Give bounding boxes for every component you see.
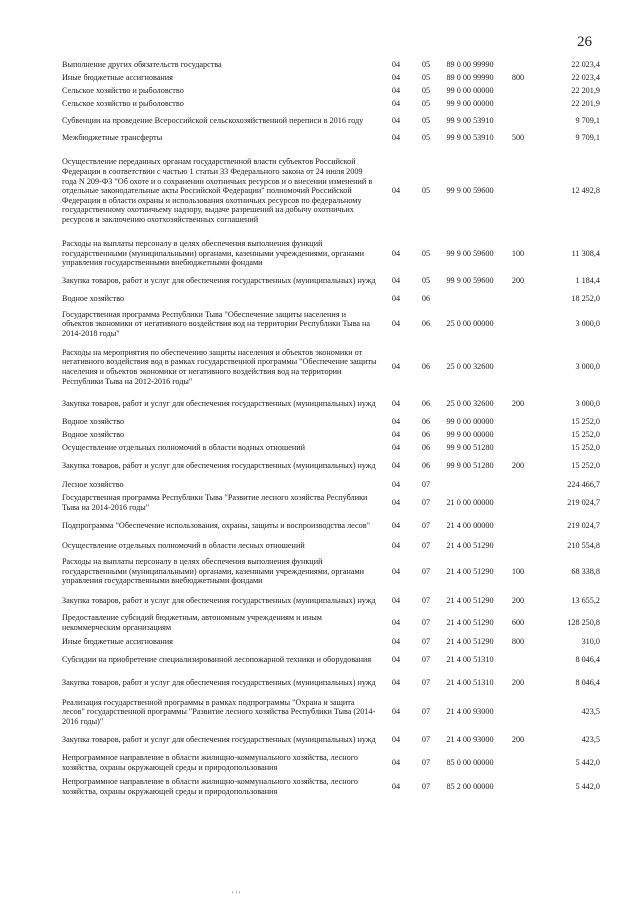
row-expense-type	[498, 751, 538, 775]
row-target-article: 21 4 00 51310	[446, 678, 494, 688]
row-name: Субсидии на приобретение специализированной лесопожарной техники и оборудования	[62, 655, 372, 665]
row-amount: 5 442,0	[575, 758, 600, 768]
table-row	[62, 492, 600, 514]
table-row	[62, 729, 600, 751]
row-section-code: 04	[391, 399, 401, 409]
row-name: Государственная программа Республики Тыва "Развитие лесного хозяйства Республики Тыва на 2014-2016 годы"	[62, 493, 368, 512]
row-subsection-code: 07	[421, 678, 431, 688]
row-target-article: 21 4 00 93000	[446, 707, 494, 717]
row-subsection-code: 05	[421, 115, 431, 125]
row-amount: 224 466,7	[567, 479, 600, 489]
row-section-code: 04	[391, 72, 401, 82]
row-name: Водное хозяйство	[62, 416, 125, 426]
row-subsection-code: 07	[421, 498, 431, 508]
row-expense-type	[498, 307, 538, 341]
table-row	[62, 649, 600, 671]
row-subsection-code: 06	[421, 416, 431, 426]
row-subsection-code: 06	[421, 319, 431, 329]
row-section-code: 04	[391, 655, 401, 665]
row-amount: 9 709,1	[575, 115, 600, 125]
row-subsection-code: 06	[421, 294, 431, 304]
row-name: Закупка товаров, работ и услуг для обеспечения государственных (муниципальных) нужд	[62, 275, 376, 285]
row-amount: 22 201,9	[571, 98, 600, 108]
row-target-article: 99 9 00 53910	[446, 115, 494, 125]
row-amount: 18 252,0	[571, 294, 600, 304]
row-section-code: 04	[391, 98, 401, 108]
row-expense-type	[498, 538, 538, 554]
row-subsection-code: 07	[421, 636, 431, 646]
row-expense-type: 200	[511, 275, 525, 285]
row-expense-type	[498, 58, 538, 71]
row-expense-type	[498, 441, 538, 455]
table-row	[62, 270, 600, 291]
row-expense-type	[498, 291, 538, 307]
row-expense-type	[498, 415, 538, 428]
row-amount: 423,5	[581, 707, 600, 717]
row-name: Сельское хозяйство и рыболовство	[62, 98, 184, 108]
row-target-article: 99 0 00 00000	[446, 85, 494, 95]
row-name: Непрограммное направление в области жилищно-коммунального хозяйства, лесного хозяйства, охраны окружающей среды и природопользования	[62, 753, 358, 772]
table-row	[62, 341, 600, 393]
row-section-code: 04	[391, 782, 401, 792]
row-target-article: 21 4 00 51310	[446, 655, 494, 665]
row-name: Осуществление отдельных полномочий в области лесных отношений	[62, 541, 305, 551]
row-amount: 5 442,0	[575, 782, 600, 792]
row-target-article: 99 9 00 00000	[446, 429, 494, 439]
row-expense-type: 200	[511, 461, 525, 471]
row-amount: 12 492,8	[571, 186, 600, 196]
row-section-code: 04	[391, 275, 401, 285]
row-name: Водное хозяйство	[62, 294, 125, 304]
row-amount: 219 024,7	[567, 498, 600, 508]
row-subsection-code: 05	[421, 133, 431, 143]
row-expense-type	[498, 649, 538, 671]
row-amount: 15 252,0	[571, 429, 600, 439]
row-name: Закупка товаров, работ и услуг для обеспечения государственных (муниципальных) нужд	[62, 735, 376, 745]
table-row	[62, 538, 600, 554]
row-amount: 22 201,9	[571, 85, 600, 95]
row-target-article: 25 0 00 00000	[446, 319, 494, 329]
table-row	[62, 514, 600, 538]
row-name: Сельское хозяйство и рыболовство	[62, 85, 184, 95]
row-target-article	[442, 477, 498, 492]
row-section-code: 04	[391, 115, 401, 125]
row-expense-type	[498, 341, 538, 393]
row-subsection-code: 07	[421, 479, 431, 489]
row-subsection-code: 05	[421, 98, 431, 108]
table-row	[62, 775, 600, 799]
row-section-code: 04	[391, 443, 401, 453]
table-row	[62, 58, 600, 71]
budget-table	[62, 58, 600, 799]
row-subsection-code: 07	[421, 707, 431, 717]
row-amount: 15 252,0	[571, 416, 600, 426]
row-name: Расходы на мероприятия по обеспечению защиты населения и объектов экономики от негативного воздействия вод в рамках государственной программы "Обеспечение защиты населения и объектов экономики от негативного воздействия вод на территории Республики Тыва на 2012-2016 годы"	[62, 347, 377, 386]
row-name: Предоставление субсидий бюджетным, автономным учреждениям и иным некоммерческим организациям	[62, 613, 322, 632]
row-section-code: 04	[391, 618, 401, 628]
row-amount: 22 023,4	[571, 72, 600, 82]
row-section-code: 04	[391, 678, 401, 688]
row-expense-type: 200	[511, 595, 525, 605]
row-target-article: 25 0 00 32600	[446, 362, 494, 372]
row-subsection-code: 05	[421, 59, 431, 69]
row-subsection-code: 07	[421, 758, 431, 768]
row-target-article: 99 9 00 51280	[446, 443, 494, 453]
row-name: Расходы на выплаты персоналу в целях обеспечения выполнения функций государственными (муниципальными) органами, казенными учреждениями, органами управления государственными внебюджетными фондами	[62, 557, 365, 586]
row-name: Осуществление переданных органам государственной власти субъектов Российской Федерации в соответствии с частью 1 статьи 33 Федерального закона от 24 июля 2009 года N 209-ФЗ "Об охоте и о сохранении охотничьих ресурсов и о внесении изменений в отдельные законодательные акты Российской Федерации" полномочий Российской Федерации в области охраны и использования охотничьих ресурсов по федеральному государственному охотничьему надзору, выдаче разрешений на добычу охотничьих ресурсов и заключению охотхозяйственных соглашений	[62, 157, 373, 224]
row-expense-type: 800	[511, 72, 525, 82]
row-section-code: 04	[391, 59, 401, 69]
table-row	[62, 455, 600, 477]
row-amount: 423,5	[581, 735, 600, 745]
row-section-code: 04	[391, 186, 401, 196]
table-row	[62, 291, 600, 307]
budget-table-body	[62, 58, 600, 799]
row-name: Водное хозяйство	[62, 429, 125, 439]
row-section-code: 04	[391, 541, 401, 551]
row-expense-type	[498, 477, 538, 492]
row-section-code: 04	[391, 319, 401, 329]
row-amount: 15 252,0	[571, 443, 600, 453]
row-subsection-code: 07	[421, 655, 431, 665]
row-section-code: 04	[391, 758, 401, 768]
row-target-article: 25 0 00 32600	[446, 399, 494, 409]
row-expense-type	[498, 428, 538, 441]
row-target-article: 89 0 00 99990	[446, 72, 494, 82]
row-subsection-code: 05	[421, 248, 431, 258]
row-subsection-code: 06	[421, 362, 431, 372]
row-expense-type	[498, 145, 538, 237]
row-target-article: 99 0 00 00000	[446, 416, 494, 426]
table-row	[62, 695, 600, 729]
row-target-article: 21 4 00 51290	[446, 566, 494, 576]
row-name: Закупка товаров, работ и услуг для обеспечения государственных (муниципальных) нужд	[62, 399, 376, 409]
row-subsection-code: 07	[421, 782, 431, 792]
table-row	[62, 671, 600, 695]
row-subsection-code: 06	[421, 399, 431, 409]
row-section-code: 04	[391, 85, 401, 95]
row-target-article: 99 9 00 00000	[446, 98, 494, 108]
row-amount: 68 338,8	[571, 566, 600, 576]
row-amount: 22 023,4	[571, 59, 600, 69]
row-expense-type	[498, 492, 538, 514]
row-target-article: 99 9 00 59600	[446, 275, 494, 285]
row-expense-type	[498, 775, 538, 799]
row-target-article: 21 0 00 00000	[446, 498, 494, 508]
row-subsection-code: 05	[421, 186, 431, 196]
row-expense-type	[498, 695, 538, 729]
row-subsection-code: 07	[421, 618, 431, 628]
table-row	[62, 237, 600, 270]
row-section-code: 04	[391, 479, 401, 489]
row-expense-type	[498, 514, 538, 538]
row-target-article: 21 4 00 51290	[446, 595, 494, 605]
row-amount: 13 655,2	[571, 595, 600, 605]
row-target-article: 99 9 00 53910	[446, 133, 494, 143]
table-row	[62, 131, 600, 145]
row-expense-type: 800	[511, 636, 525, 646]
row-name: Иные бюджетные ассигнования	[62, 72, 173, 82]
row-name: Иные бюджетные ассигнования	[62, 636, 173, 646]
row-amount: 8 046,4	[575, 678, 600, 688]
table-row	[62, 612, 600, 634]
row-amount: 3 000,0	[575, 319, 600, 329]
row-subsection-code: 07	[421, 521, 431, 531]
row-amount: 1 184,4	[575, 275, 600, 285]
row-amount: 3 000,0	[575, 399, 600, 409]
row-expense-type: 200	[511, 678, 525, 688]
row-section-code: 04	[391, 735, 401, 745]
table-row	[62, 751, 600, 775]
row-target-article: 85 2 00 00000	[446, 782, 494, 792]
row-expense-type: 100	[511, 248, 525, 258]
row-amount: 8 046,4	[575, 655, 600, 665]
row-section-code: 04	[391, 133, 401, 143]
footer-mark: ' ' '	[232, 890, 241, 899]
row-name: Закупка товаров, работ и услуг для обеспечения государственных (муниципальных) нужд	[62, 595, 376, 605]
row-name: Межбюджетные трансферты	[62, 133, 163, 143]
table-row	[62, 71, 600, 84]
row-name: Расходы на выплаты персоналу в целях обеспечения выполнения функций государственными (муниципальными) органами, казенными учреждениями, органами управления государственными внебюджетными фондами	[62, 239, 365, 268]
row-section-code: 04	[391, 416, 401, 426]
row-subsection-code: 07	[421, 566, 431, 576]
row-section-code: 04	[391, 429, 401, 439]
row-expense-type: 200	[511, 735, 525, 745]
row-section-code: 04	[391, 498, 401, 508]
row-name: Подпрограмма "Обеспечение использования, охраны, защиты и воспроизводства лесов"	[62, 521, 370, 531]
table-row	[62, 428, 600, 441]
row-target-article: 21 4 00 51290	[446, 541, 494, 551]
row-name: Закупка товаров, работ и услуг для обеспечения государственных (муниципальных) нужд	[62, 678, 376, 688]
row-section-code: 04	[391, 566, 401, 576]
row-subsection-code: 05	[421, 72, 431, 82]
row-expense-type: 600	[511, 618, 525, 628]
row-expense-type: 100	[511, 566, 525, 576]
row-target-article: 99 9 00 59600	[446, 248, 494, 258]
row-subsection-code: 06	[421, 429, 431, 439]
row-name: Субвенции на проведение Всероссийской сельскохозяйственной переписи в 2016 году	[62, 115, 364, 125]
row-expense-type: 200	[511, 399, 525, 409]
row-name: Лесное хозяйство	[62, 479, 124, 489]
row-subsection-code: 07	[421, 735, 431, 745]
row-section-code: 04	[391, 707, 401, 717]
row-expense-type: 500	[511, 133, 525, 143]
row-target-article: 21 4 00 93000	[446, 735, 494, 745]
table-row	[62, 477, 600, 492]
row-target-article: 21 4 00 00000	[446, 521, 494, 531]
row-subsection-code: 07	[421, 541, 431, 551]
row-target-article: 89 0 00 99990	[446, 59, 494, 69]
row-amount: 11 308,4	[571, 248, 600, 258]
row-section-code: 04	[391, 595, 401, 605]
row-target-article: 85 0 00 00000	[446, 758, 494, 768]
row-name: Выполнение других обязательств государства	[62, 59, 222, 69]
row-name: Осуществление отдельных полномочий в области водных отношений	[62, 443, 305, 453]
row-expense-type	[498, 84, 538, 97]
row-subsection-code: 07	[421, 595, 431, 605]
table-row	[62, 554, 600, 589]
row-amount: 9 709,1	[575, 133, 600, 143]
table-row	[62, 415, 600, 428]
row-amount: 219 024,7	[567, 521, 600, 531]
table-row	[62, 393, 600, 415]
row-subsection-code: 06	[421, 461, 431, 471]
row-section-code: 04	[391, 362, 401, 372]
page-number: 26	[577, 34, 592, 50]
table-row	[62, 307, 600, 341]
row-amount: 210 554,8	[567, 541, 600, 551]
row-section-code: 04	[391, 521, 401, 531]
row-section-code: 04	[391, 294, 401, 304]
table-row	[62, 97, 600, 110]
table-row	[62, 634, 600, 649]
row-section-code: 04	[391, 461, 401, 471]
row-section-code: 04	[391, 248, 401, 258]
row-subsection-code: 05	[421, 85, 431, 95]
row-name: Реализация государственной программы в рамках подпрограммы "Охрана и защита лесов" государственной программы "Развитие лесного хозяйства Республики Тыва (2014-2016 годы)"	[62, 697, 376, 726]
row-subsection-code: 06	[421, 443, 431, 453]
row-target-article: 99 9 00 51280	[446, 461, 494, 471]
row-target-article: 21 4 00 51290	[446, 618, 494, 628]
table-row	[62, 84, 600, 97]
row-name: Государственная программа Республики Тыва "Обеспечение защиты населения и объектов экономики от негативного воздействия вод на территории Республики Тыва на 2014-2018 годы"	[62, 309, 371, 338]
row-section-code: 04	[391, 636, 401, 646]
row-subsection-code: 05	[421, 275, 431, 285]
row-amount: 15 252,0	[571, 461, 600, 471]
row-name: Закупка товаров, работ и услуг для обеспечения государственных (муниципальных) нужд	[62, 461, 376, 471]
table-row	[62, 589, 600, 612]
row-name: Непрограммное направление в области жилищно-коммунального хозяйства, лесного хозяйства, охраны окружающей среды и природопользования	[62, 777, 358, 796]
row-expense-type	[498, 97, 538, 110]
row-expense-type	[498, 110, 538, 131]
row-amount: 3 000,0	[575, 362, 600, 372]
table-row	[62, 110, 600, 131]
table-row	[62, 145, 600, 237]
row-target-article: 21 4 00 51290	[446, 636, 494, 646]
row-amount: 310,0	[581, 636, 600, 646]
row-target-article	[442, 291, 498, 307]
table-row	[62, 441, 600, 455]
row-amount: 128 250,8	[567, 618, 600, 628]
row-target-article: 99 9 00 59600	[446, 186, 494, 196]
